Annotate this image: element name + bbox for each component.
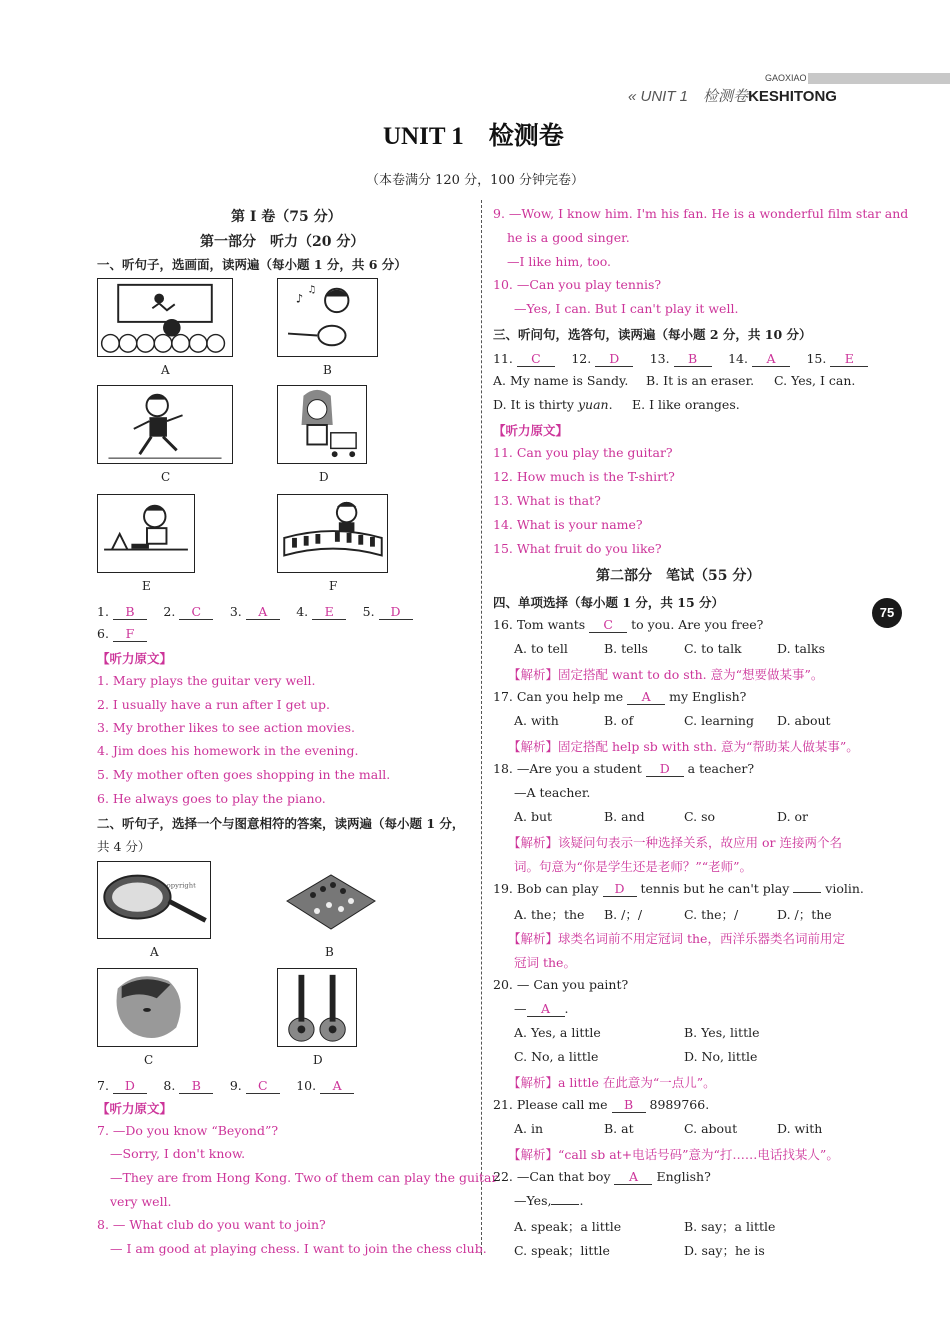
caption-c: C [144, 1053, 154, 1067]
answer-10: A [320, 1078, 354, 1094]
script-line: 13. What is that? [493, 493, 601, 508]
option: C. Yes, I can. [774, 373, 856, 388]
option: C. about [684, 1121, 738, 1136]
script-line: 8. — What club do you want to join? [97, 1217, 326, 1232]
column-divider [481, 200, 482, 1255]
answer-4: E [312, 604, 346, 620]
question-line: —A teacher. [514, 785, 591, 800]
answer-3: A [246, 604, 280, 620]
explanation: 【解析】固定搭配 want to do sth. 意为“想要做某事”。 [508, 667, 824, 682]
sec4-heading: 四、单项选择（每小题 1 分，共 15 分） [493, 595, 725, 610]
script-line: 1. Mary plays the guitar very well. [97, 673, 316, 688]
script-line: very well. [110, 1194, 172, 1209]
sec2-heading-cont: 共 4 分） [97, 839, 151, 854]
option: A. to tell [514, 641, 568, 656]
answer-9: C [246, 1078, 280, 1094]
option: A. with [514, 713, 559, 728]
picture-piano-girl [277, 494, 388, 573]
caption-d: D [313, 1053, 323, 1067]
answer-12: D [595, 351, 633, 367]
question-17: 17. Can you help me A my English? [493, 689, 747, 704]
header-bar [808, 73, 950, 84]
picture-cinema [97, 278, 233, 357]
answer-5: D [379, 604, 413, 620]
question-20: 20. — Can you paint? [493, 977, 629, 992]
sec1-heading: 一、听句子，选画面，读两遍（每小题 1 分，共 6 分） [97, 257, 407, 272]
picture-singer-face [97, 968, 198, 1047]
script-line: 7. —Do you know “Beyond”? [97, 1123, 279, 1138]
explanation: 词。句意为“你是学生还是老师？”“老师”。 [514, 859, 753, 874]
answer-1: B [113, 604, 147, 620]
caption-b: B [325, 945, 334, 959]
answer-7: D [113, 1078, 147, 1094]
option: C. No, a little [514, 1049, 599, 1064]
caption-f: F [329, 579, 338, 593]
explanation: 【解析】球类名词前不用定冠词 the，西洋乐器类名词前用定 [508, 931, 845, 946]
sec2-answers-row: 7. D 8. B 9. C 10. A [97, 1076, 354, 1094]
script-line: 14. What is your name? [493, 517, 643, 532]
header-small: GAOXIAO [765, 73, 807, 83]
explanation: 【解析】该疑问句表示一种选择关系，故应用 or 连接两个名 [508, 835, 842, 850]
sec3-heading: 三、听问句，选答句，读两遍（每小题 2 分，共 10 分） [493, 327, 812, 342]
explanation: 【解析】“call sb at+电话号码”意为“打……电话找某人”。 [508, 1147, 839, 1162]
option: D. with [777, 1121, 823, 1136]
double-chevron-icon: « [628, 88, 637, 105]
explanation: 【解析】a little 在此意为“一点儿”。 [508, 1075, 716, 1090]
sec1-answers-row: 1. B 2. C 3. A 4. E 5. D [97, 602, 413, 620]
sec3-script-title: 【听力原文】 [493, 423, 569, 438]
part1-heading: 第 Ⅰ 卷（75 分） [231, 209, 342, 225]
option: B. say；a little [684, 1219, 776, 1234]
sec3-answers-row: 11. C 12. D 13. B 14. A 15. E [493, 349, 868, 367]
option: A. Yes, a little [514, 1025, 601, 1040]
sec2-heading: 二、听句子，选择一个与图意相符的答案，读两遍（每小题 1 分， [97, 816, 465, 831]
answer-2: C [179, 604, 213, 620]
picture-shopping-girl [277, 385, 367, 464]
question-line: —Yes, . [514, 1193, 584, 1208]
page-title: UNIT 1 检测卷 [383, 123, 564, 150]
question-21: 21. Please call me B 8989766. [493, 1097, 710, 1112]
picture-guitars [277, 968, 357, 1047]
svg-text:♪: ♪ [295, 291, 304, 306]
script-line: —They are from Hong Kong. Two of them can play the guitar [110, 1170, 498, 1185]
picture-chess-board [277, 861, 381, 939]
script-line: 9. —Wow, I know him. I'm his fan. He is a wonderful film star and [493, 206, 909, 221]
script-line: 6. He always goes to play the piano. [97, 791, 326, 806]
option: E. I like oranges. [632, 397, 740, 412]
picture-homework-boy [97, 494, 195, 573]
answer-14: A [752, 351, 790, 367]
picture-tennis-racket [97, 861, 211, 939]
option: D. or [777, 809, 809, 824]
caption-c: C [161, 470, 171, 484]
option: B. and [604, 809, 645, 824]
option: A. speak；a little [514, 1219, 622, 1234]
script-line: 4. Jim does his homework in the evening. [97, 743, 359, 758]
option: A. in [514, 1121, 544, 1136]
option: B. of [604, 713, 634, 728]
script-line: —I like him, too. [507, 254, 612, 269]
question-line: — A . [514, 1001, 569, 1016]
option: B. Yes, little [684, 1025, 760, 1040]
sec1-script-title: 【听力原文】 [97, 651, 173, 666]
svg-text:opyright: opyright [166, 881, 196, 890]
picture-running-boy [97, 385, 233, 464]
script-line: —Yes, I can. But I can't play it well. [514, 301, 739, 316]
option: D. about [777, 713, 831, 728]
caption-e: E [142, 579, 151, 593]
script-line: he is a good singer. [507, 230, 630, 245]
script-line: 15. What fruit do you like? [493, 541, 662, 556]
script-line: —Sorry, I don't know. [110, 1146, 246, 1161]
question-16: 16. Tom wants C to you. Are you free? [493, 617, 764, 632]
caption-a: A [161, 363, 170, 377]
option: A. but [514, 809, 553, 824]
option: B. tells [604, 641, 648, 656]
caption-b: B [323, 363, 332, 377]
running-header: « UNIT 1 检测卷KESHITONG [628, 88, 837, 105]
explanation: 冠词 the。 [514, 955, 576, 970]
option: C. to talk [684, 641, 742, 656]
option: B. It is an eraser. [646, 373, 755, 388]
sec1-answer-6: 6. F [97, 626, 147, 642]
script-line: 2. I usually have a run after I get up. [97, 697, 331, 712]
sec2-script-title: 【听力原文】 [97, 1101, 173, 1116]
svg-text:♫: ♫ [307, 284, 317, 296]
answer-15: E [830, 351, 868, 367]
script-line: — I am good at playing chess. I want to join the chess club. [110, 1241, 487, 1256]
caption-a: A [150, 945, 159, 959]
caption-d: D [319, 470, 329, 484]
script-line: 12. How much is the T-shirt? [493, 469, 675, 484]
answer-13: B [674, 351, 712, 367]
option: B. at [604, 1121, 634, 1136]
option: A. the；the [514, 907, 585, 922]
question-19: 19. Bob can play D tennis but he can't play violin. [493, 881, 864, 896]
option: D. talks [777, 641, 825, 656]
explanation: 【解析】固定搭配 help sb with sth. 意为“帮助某人做某事”。 [508, 739, 859, 754]
script-line: 3. My brother likes to see action movies. [97, 720, 355, 735]
part2-heading: 第二部分 笔试（55 分） [596, 568, 761, 584]
page-number: 75 [872, 598, 902, 628]
script-line: 11. Can you play the guitar? [493, 445, 673, 460]
answer-8: B [179, 1078, 213, 1094]
option: B. /；/ [604, 907, 643, 922]
option: D. It is thirty yuan. [493, 397, 613, 412]
script-line: 10. —Can you play tennis? [493, 277, 662, 292]
option: C. learning [684, 713, 754, 728]
page-subtitle: （本卷满分 120 分，100 分钟完卷） [366, 173, 585, 188]
question-18: 18. —Are you a student D a teacher? [493, 761, 755, 776]
picture-guitar-girl [277, 278, 378, 357]
option: D. No, little [684, 1049, 758, 1064]
part1-subheading: 第一部分 听力（20 分） [200, 234, 365, 250]
answer-11: C [517, 351, 555, 367]
script-line: 5. My mother often goes shopping in the mall. [97, 767, 391, 782]
option: C. so [684, 809, 716, 824]
option: C. speak；little [514, 1243, 610, 1258]
option: C. the；/ [684, 907, 739, 922]
option: D. say；he is [684, 1243, 765, 1258]
question-22: 22. —Can that boy A English? [493, 1169, 711, 1184]
option: D. /；the [777, 907, 832, 922]
option: A. My name is Sandy. [493, 373, 629, 388]
